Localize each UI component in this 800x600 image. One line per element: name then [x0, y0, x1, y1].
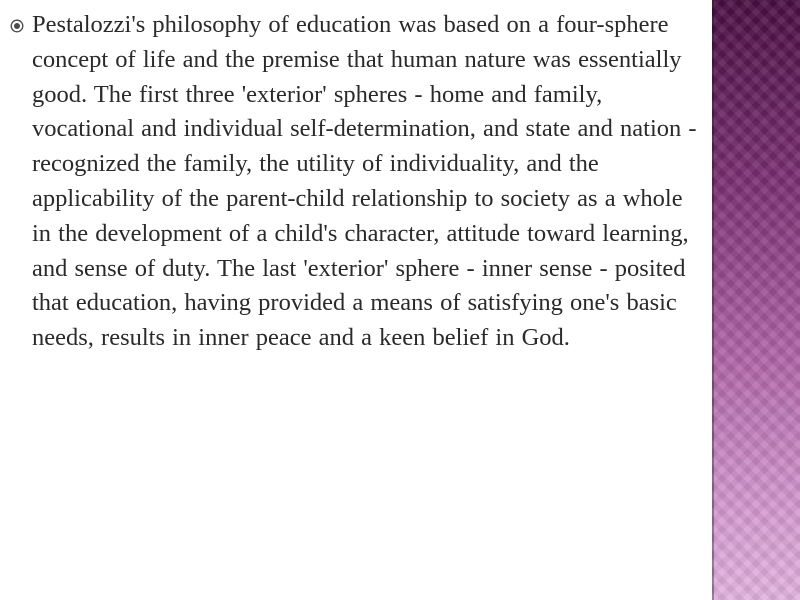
bullet-text: Pestalozzi's philosophy of education was based on a four-sphere concept of life and the premise that human nature was essentially good. The first three 'exterior' spheres - home and family, vocational and individual self-determination, and state and nation - recognized the family, the utility of individuality, and the applicability of the parent-child relationship to society as a whole in the development of a child's character, attitude toward learning, and sense of duty. The last 'exterior' sphere - inner sense - posited that education, having provided a means of satisfying one's basic needs, results in inner peace and a keen belief in God.: [32, 11, 697, 352]
bullet-item: [8, 8, 703, 356]
side-band-edge: [712, 0, 714, 600]
slide-content: [8, 8, 703, 356]
decorative-side-band: [712, 0, 800, 600]
circled-dot-bullet-icon: [10, 19, 24, 33]
